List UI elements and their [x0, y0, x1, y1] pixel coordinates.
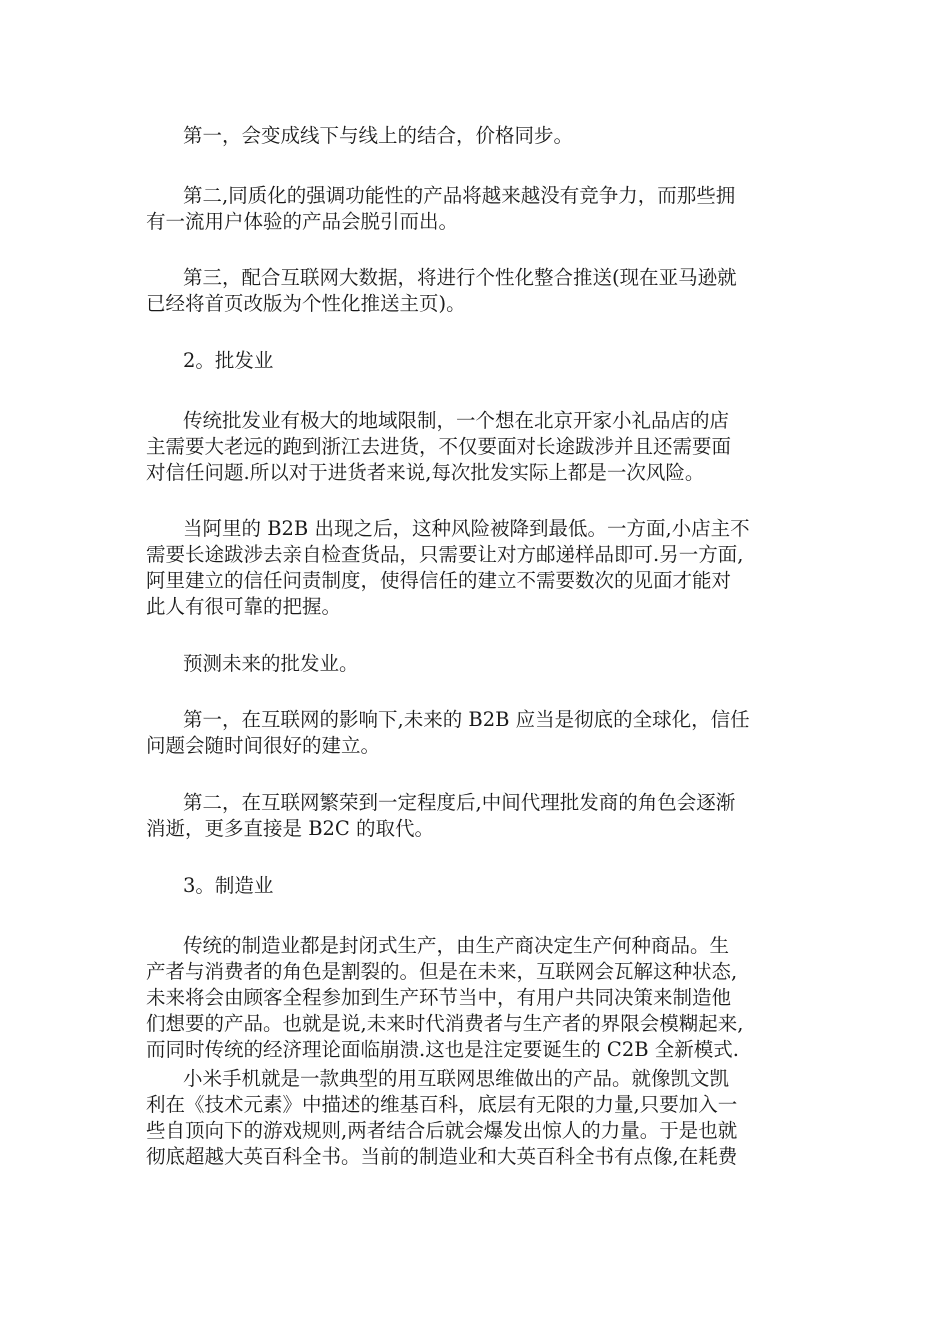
- paragraph-3: [146, 265, 806, 317]
- paragraph-line: 而同时传统的经济理论面临崩溃.这也是注定要诞生的 C2B 全新模式.: [146, 1038, 739, 1061]
- paragraph-line: 当阿里的 B2B 出现之后，这种风险被降到最低。一方面,小店主不: [183, 517, 750, 540]
- paragraph-line: 产者与消费者的角色是割裂的。但是在未来，互联网会瓦解这种状态,: [146, 960, 738, 983]
- paragraph-10: [146, 1066, 806, 1170]
- paragraph-line: 彻底超越大英百科全书。当前的制造业和大英百科全书有点像,在耗费: [146, 1145, 738, 1168]
- paragraph-line: 第一，会变成线下与线上的结合，价格同步。: [183, 124, 574, 147]
- paragraph-line: 第一，在互联网的影响下,未来的 B2B 应当是彻底的全球化，信任: [183, 708, 750, 731]
- paragraph-line: 主需要大老远的跑到浙江去进货，不仅要面对长途跋涉并且还需要面: [146, 435, 732, 458]
- paragraph-7: [146, 707, 806, 759]
- paragraph-2: [146, 183, 806, 235]
- paragraph-line: 对信任问题.所以对于进货者来说,每次批发实际上都是一次风险。: [146, 461, 705, 484]
- paragraph-line: 已经将首页改版为个性化推送主页)。: [146, 292, 466, 315]
- paragraph-line: 需要长途跋涉去亲自检查货品，只需要让对方邮递样品即可.另一方面,: [146, 543, 744, 566]
- section-heading-manufacturing: [146, 873, 806, 899]
- paragraph-line: 传统批发业有极大的地域限制，一个想在北京开家小礼品店的店: [183, 409, 730, 432]
- paragraph-line: 消逝，更多直接是 B2C 的取代。: [146, 817, 435, 840]
- paragraph-line: 第二，在互联网繁荣到一定程度后,中间代理批发商的角色会逐渐: [183, 791, 736, 814]
- paragraph-line: 有一流用户体验的产品会脱引而出。: [146, 210, 459, 233]
- paragraph-line: 们想要的产品。也就是说,未来时代消费者与生产者的界限会模糊起来,: [146, 1012, 744, 1035]
- paragraph-line: 未来将会由顾客全程参加到生产环节当中，有用户共同决策来制造他: [146, 986, 732, 1009]
- section-heading-text: 3。制造业: [183, 874, 274, 897]
- paragraph-line: 此人有很可靠的把握。: [146, 595, 342, 618]
- paragraph-1: [146, 123, 806, 149]
- paragraph-line: 预测未来的批发业。: [183, 652, 359, 675]
- paragraph-line: 利在《技术元素》中描述的维基百科，底层有无限的力量,只要加入一: [146, 1093, 738, 1116]
- paragraph-line: 阿里建立的信任问责制度，使得信任的建立不需要数次的见面才能对: [146, 569, 732, 592]
- paragraph-line: 传统的制造业都是封闭式生产，由生产商决定生产何种商品。生: [183, 934, 730, 957]
- paragraph-line: 小米手机就是一款典型的用互联网思维做出的产品。就像凯文凯: [183, 1067, 730, 1090]
- paragraph-6: [146, 651, 806, 677]
- paragraph-9: [146, 933, 806, 1063]
- section-heading-text: 2。批发业: [183, 349, 274, 372]
- section-heading-wholesale: [146, 348, 806, 374]
- paragraph-line: 第三，配合互联网大数据，将进行个性化整合推送(现在亚马逊就: [183, 266, 737, 289]
- paragraph-5: [146, 516, 806, 620]
- paragraph-line: 些自顶向下的游戏规则,两者结合后就会爆发出惊人的力量。于是也就: [146, 1119, 738, 1142]
- paragraph-8: [146, 790, 806, 842]
- paragraph-line: 问题会随时间很好的建立。: [146, 734, 381, 757]
- paragraph-line: 第二,同质化的强调功能性的产品将越来越没有竞争力，而那些拥: [183, 184, 736, 207]
- paragraph-4: [146, 408, 806, 486]
